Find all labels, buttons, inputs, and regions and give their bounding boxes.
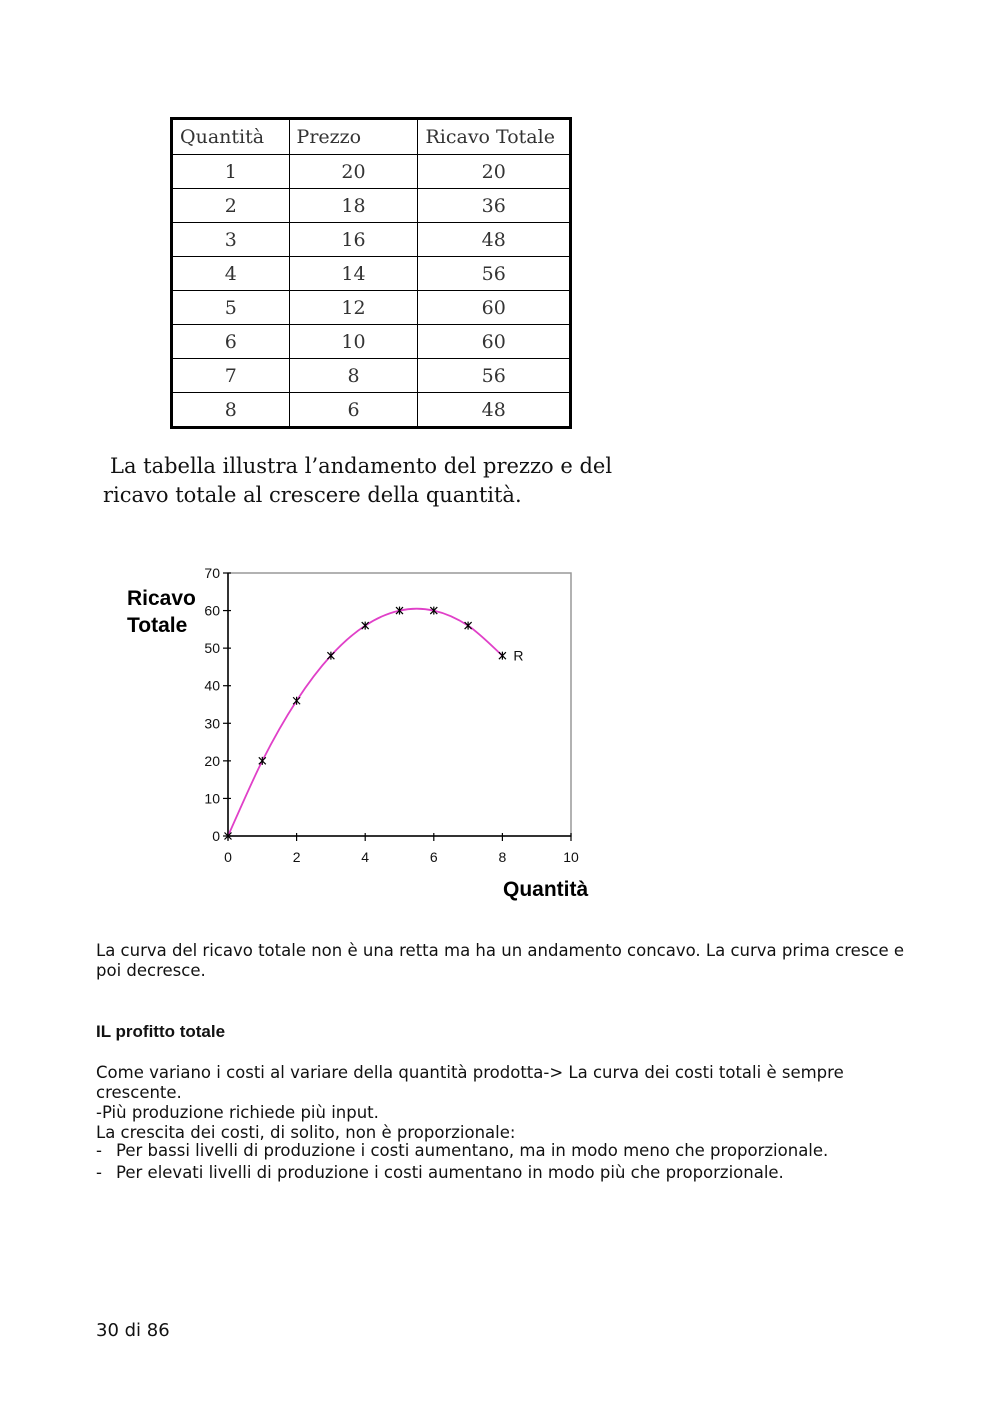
table-row — [172, 223, 571, 257]
y-tick-label: 40 — [204, 677, 220, 694]
table-cell: 12 — [289, 291, 418, 325]
table-cell: 60 — [418, 291, 571, 325]
tick-labels — [204, 565, 579, 865]
price-revenue-table — [170, 117, 572, 429]
paragraph-concave-curve: La curva del ricavo totale non è una retta ma ha un andamento concavo. La curva prima cresce e poi decresce. — [96, 941, 905, 980]
table-row — [172, 291, 571, 325]
table-cell: 60 — [418, 325, 571, 359]
y-tick-label: 50 — [204, 640, 220, 657]
y-tick-label: 60 — [204, 602, 220, 619]
table-cell: 56 — [418, 359, 571, 393]
header-prezzo: Prezzo — [289, 119, 418, 155]
data-point — [293, 697, 300, 705]
bullet-marker: - — [96, 1141, 102, 1160]
x-tick-label: 2 — [292, 849, 301, 865]
table-cell: 48 — [418, 393, 571, 428]
table-cell: 8 — [172, 393, 290, 428]
list-item — [96, 1141, 828, 1161]
table-cell: 1 — [172, 155, 290, 189]
x-tick-label: 6 — [429, 849, 438, 865]
table-row — [172, 155, 571, 189]
y-tick-label: 10 — [204, 790, 220, 807]
table-caption — [103, 452, 663, 510]
caption-line-1: La tabella illustra l’andamento del prezzo e del — [110, 454, 613, 478]
y-tick-label: 0 — [212, 828, 220, 844]
header-ricavo-totale: Ricavo Totale — [418, 119, 571, 155]
y-tick-label: 70 — [204, 565, 220, 581]
table-cell: 5 — [172, 291, 290, 325]
list-item — [96, 1163, 784, 1183]
table-cell: 10 — [289, 325, 418, 359]
data-point — [465, 622, 472, 630]
table-cell: 36 — [418, 189, 571, 223]
table-cell: 48 — [418, 223, 571, 257]
table-cell: 18 — [289, 189, 418, 223]
table-row — [172, 189, 571, 223]
table-header-row — [172, 119, 571, 155]
paragraph-line: La crescita dei costi, di solito, non è proporzionale: — [96, 1123, 516, 1142]
table-cell: 8 — [289, 359, 418, 393]
table-row — [172, 393, 571, 428]
table-cell: 6 — [172, 325, 290, 359]
list-item-text: Per bassi livelli di produzione i costi aumentano, ma in modo meno che proporzionale. — [116, 1141, 829, 1160]
table-cell: 2 — [172, 189, 290, 223]
section-heading: IL profitto totale — [96, 1022, 226, 1041]
y-axis-label-line-1: Ricavo — [127, 587, 196, 610]
table-cell: 20 — [418, 155, 571, 189]
paragraph-costs — [96, 1063, 906, 1143]
header-quantita: Quantità — [172, 119, 290, 155]
list-item-text: Per elevati livelli di produzione i costi aumentano in modo più che proporzionale. — [116, 1163, 784, 1182]
y-tick-label: 30 — [204, 715, 220, 732]
curve-label: R — [513, 647, 524, 664]
revenue-curve — [228, 609, 502, 836]
data-markers — [225, 607, 506, 840]
y-axis-label-line-2: Totale — [127, 614, 188, 637]
data-point — [259, 757, 266, 765]
table-cell: 16 — [289, 223, 418, 257]
table-cell: 4 — [172, 257, 290, 291]
paragraph-line: Come variano i costi al variare della quantità prodotta-> La curva dei costi totali è sempre crescente. — [96, 1063, 844, 1102]
table-row — [172, 325, 571, 359]
table-cell: 6 — [289, 393, 418, 428]
table-cell: 56 — [418, 257, 571, 291]
page-number: 30 di 86 — [96, 1320, 170, 1341]
data-point — [362, 622, 369, 630]
data-point — [327, 652, 334, 660]
total-revenue-chart — [115, 555, 595, 905]
table-cell: 7 — [172, 359, 290, 393]
table-cell: 3 — [172, 223, 290, 257]
x-tick-label: 10 — [563, 849, 579, 865]
table-row — [172, 257, 571, 291]
paragraph-line: -Più produzione richiede più input. — [96, 1103, 379, 1122]
bullet-marker: - — [96, 1163, 102, 1182]
table-cell: 14 — [289, 257, 418, 291]
x-tick-label: 4 — [361, 849, 370, 865]
table-cell: 20 — [289, 155, 418, 189]
table-row — [172, 359, 571, 393]
x-axis-label: Quantità — [503, 878, 589, 901]
y-tick-label: 20 — [204, 752, 220, 769]
x-tick-label: 8 — [498, 849, 507, 865]
data-point — [499, 652, 506, 660]
caption-line-2: ricavo totale al crescere della quantità. — [103, 483, 522, 507]
x-tick-label: 0 — [224, 849, 232, 865]
